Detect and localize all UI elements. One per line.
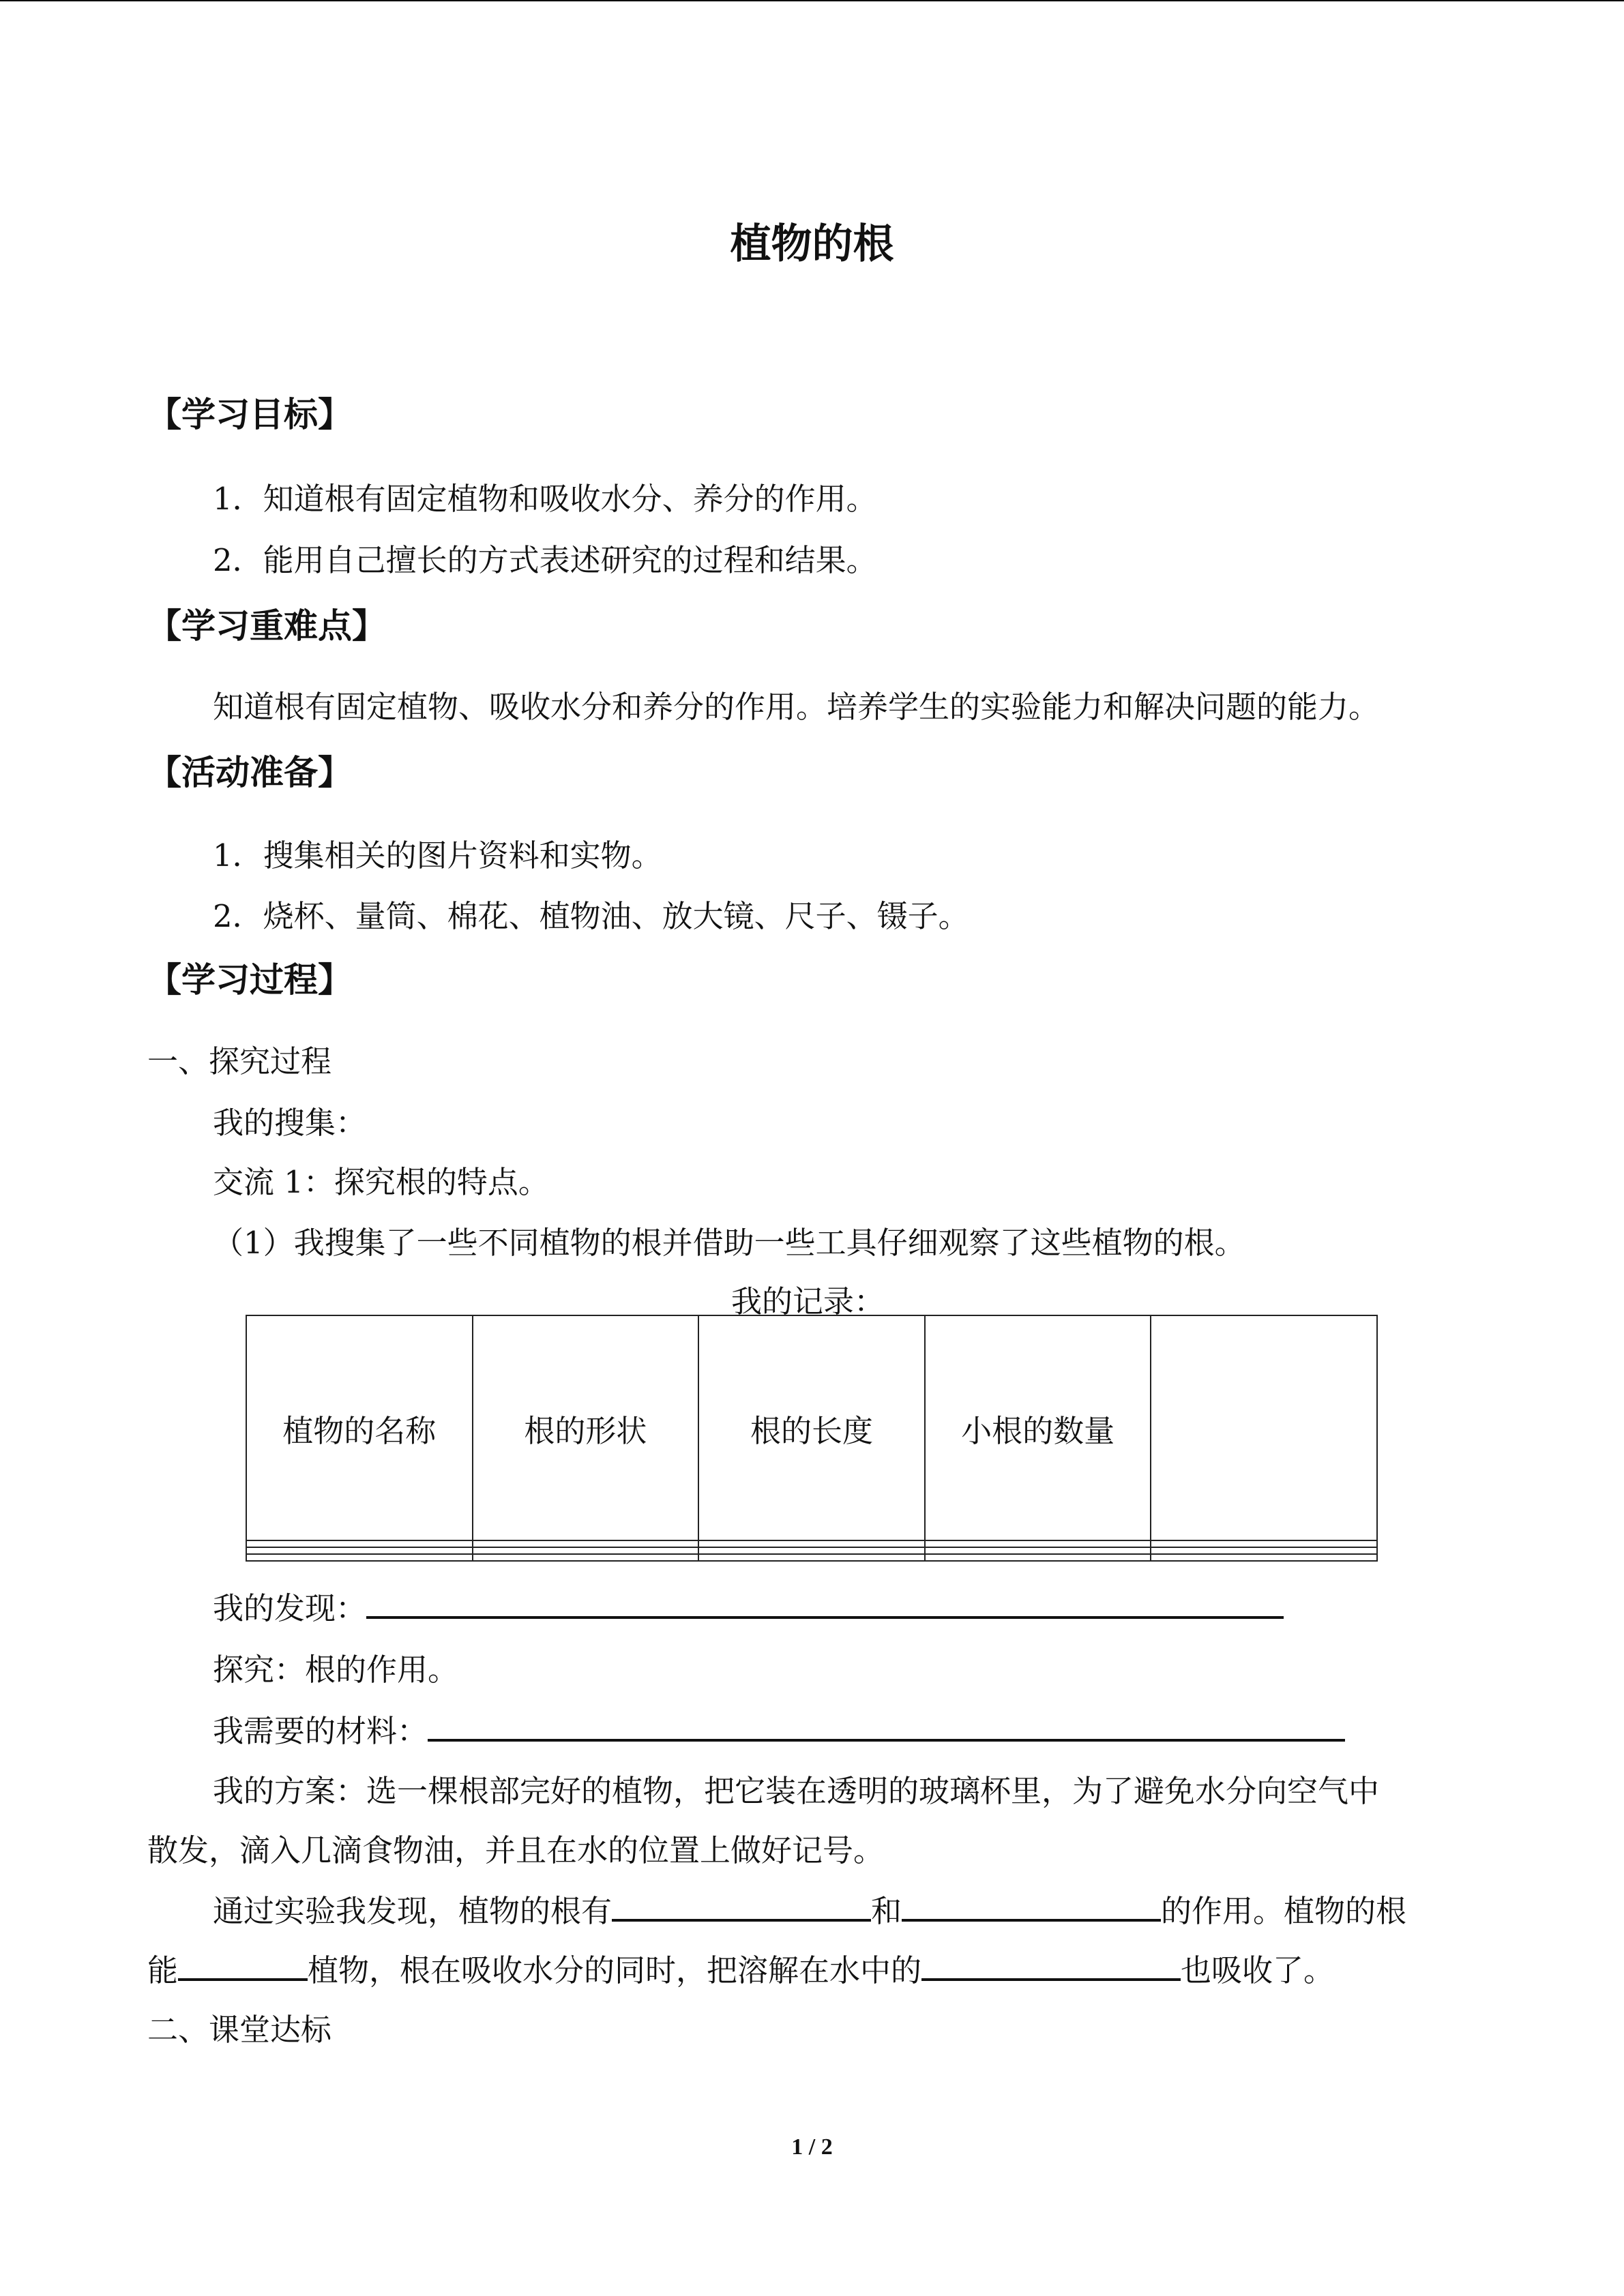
result-blank-1[interactable]: [612, 1892, 871, 1922]
table-cell[interactable]: [698, 1540, 925, 1547]
result-text-c: 的作用。植物的根: [1161, 1893, 1407, 1929]
table-row: [246, 1547, 1377, 1554]
table-header-cell: 植物的名称: [246, 1315, 473, 1540]
table-cell[interactable]: [925, 1540, 1151, 1547]
page-top-border: [0, 0, 1624, 1]
result-line-2: [147, 1945, 1334, 1990]
table-cell[interactable]: [1151, 1547, 1377, 1554]
table-cell[interactable]: [1151, 1540, 1377, 1547]
materials-blank[interactable]: [428, 1712, 1345, 1742]
table-cell[interactable]: [698, 1547, 925, 1554]
table-cell[interactable]: [925, 1547, 1151, 1554]
findings-line: [213, 1583, 1284, 1628]
record-caption: 我的记录：: [731, 1283, 885, 1320]
table-header-row: [246, 1315, 1377, 1540]
heading-prep: 【活动准备】: [147, 753, 352, 792]
table-cell[interactable]: [473, 1540, 699, 1547]
exchange-label: 交流 1：探究根的特点。: [213, 1164, 549, 1200]
result-text-e: 植物，根在吸收水分的同时，把溶解在水中的: [308, 1952, 922, 1988]
result-text-d: 能: [147, 1952, 179, 1988]
table-cell[interactable]: [925, 1554, 1151, 1561]
table-cell[interactable]: [473, 1554, 699, 1561]
table-cell[interactable]: [698, 1554, 925, 1561]
findings-label: 我的发现：: [213, 1590, 367, 1626]
materials-line: [213, 1706, 1345, 1750]
heading-goals: 【学习目标】: [147, 395, 352, 434]
page-number: 1 / 2: [791, 2134, 833, 2160]
heading-process: 【学习过程】: [147, 960, 352, 1000]
page-title: 植物的根: [730, 220, 894, 268]
table-row: [246, 1554, 1377, 1561]
keypoints-text: 知道根有固定植物、吸收水分和养分的作用。培养学生的实验能力和解决问题的能力。: [213, 689, 1380, 725]
table-header-cell: 根的长度: [698, 1315, 925, 1540]
table-cell[interactable]: [246, 1540, 473, 1547]
prep-item-1: 1．搜集相关的图片资料和实物。: [213, 837, 662, 874]
table-header-cell: [1151, 1315, 1377, 1540]
prep-item-2: 2．烧杯、量筒、棉花、植物油、放大镜、尺子、镊子。: [213, 898, 969, 934]
goal-item-2: 2．能用自己擅长的方式表述研究的过程和结果。: [213, 542, 877, 578]
plan-line-1: 我的方案：选一棵根部完好的植物，把它装在透明的玻璃杯里，为了避免水分向空气中: [213, 1773, 1380, 1809]
table-cell[interactable]: [473, 1547, 699, 1554]
table-cell[interactable]: [246, 1554, 473, 1561]
result-text-a: 通过实验我发现，植物的根有: [213, 1893, 612, 1929]
goal-item-1: 1．知道根有固定植物和吸收水分、养分的作用。: [213, 481, 877, 517]
table-header-cell: 小根的数量: [925, 1315, 1151, 1540]
result-blank-4[interactable]: [921, 1951, 1181, 1981]
result-text-f: 也吸收了。: [1181, 1952, 1335, 1988]
result-blank-2[interactable]: [902, 1892, 1161, 1922]
record-table: [246, 1315, 1378, 1562]
result-line-1: [213, 1886, 1406, 1930]
result-blank-3[interactable]: [178, 1951, 308, 1981]
table-row: [246, 1540, 1377, 1547]
table-cell[interactable]: [246, 1547, 473, 1554]
findings-blank[interactable]: [366, 1589, 1284, 1619]
part2-heading: 二、课堂达标: [147, 2012, 332, 2048]
collect-label: 我的搜集：: [213, 1105, 367, 1141]
materials-label: 我需要的材料：: [213, 1713, 428, 1749]
part1-heading: 一、探究过程: [147, 1043, 332, 1079]
result-text-b: 和: [871, 1893, 902, 1929]
step1-text: （1）我搜集了一些不同植物的根并借助一些工具仔细观察了这些植物的根。: [213, 1225, 1245, 1261]
table-header-cell: 根的形状: [473, 1315, 699, 1540]
plan-line-2: 散发，滴入几滴食物油，并且在水的位置上做好记号。: [147, 1832, 885, 1868]
explore-label: 探究：根的作用。: [213, 1652, 459, 1688]
table-cell[interactable]: [1151, 1554, 1377, 1561]
heading-keypoints: 【学习重难点】: [147, 606, 386, 646]
